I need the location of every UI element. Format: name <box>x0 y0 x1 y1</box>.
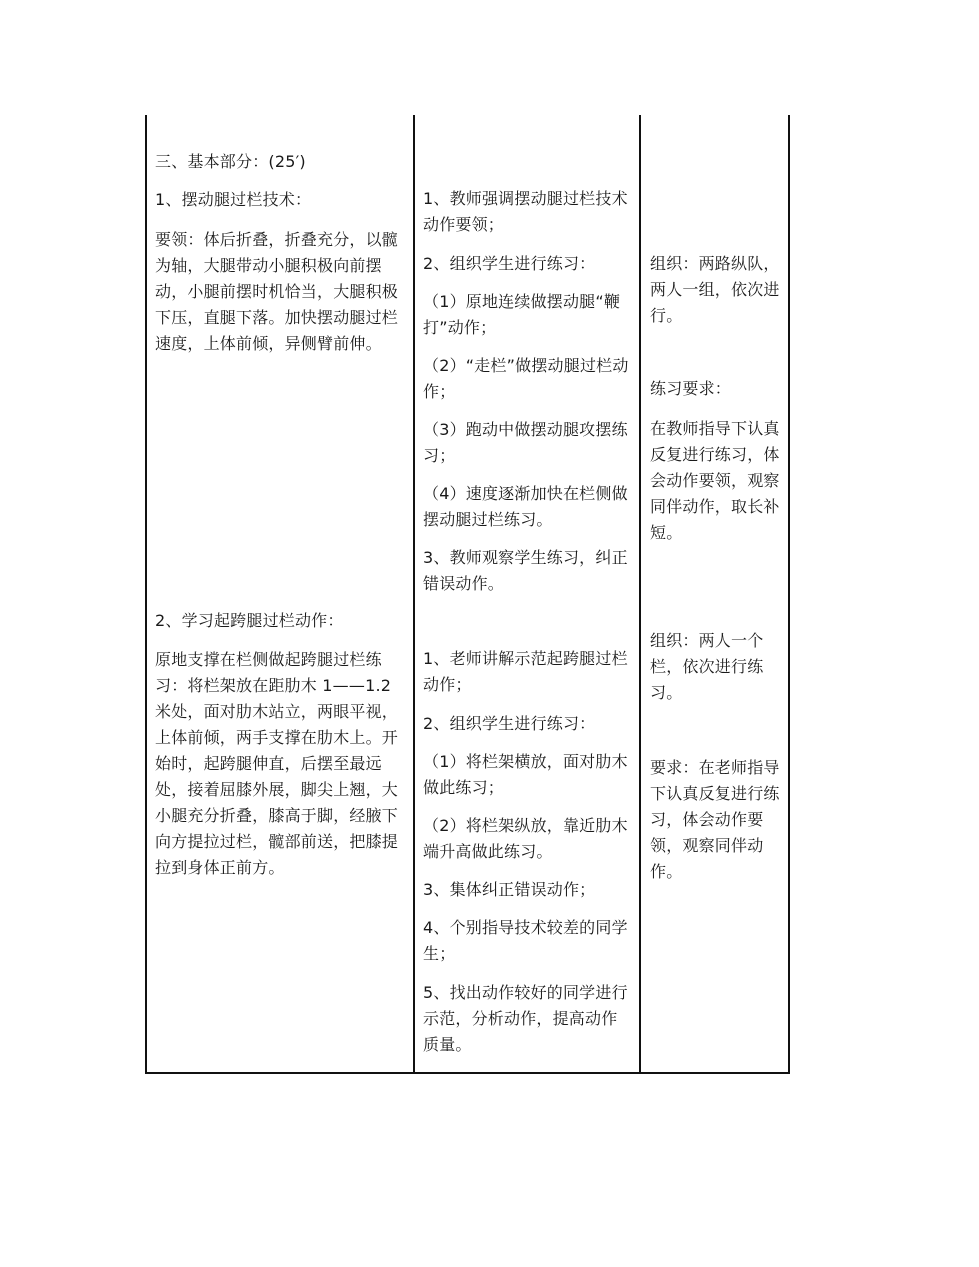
table-border-right <box>788 115 790 1074</box>
step-text: 3、集体纠正错误动作； <box>423 880 596 899</box>
item2-title: 2、学习起跨腿过栏动作： <box>155 611 344 630</box>
step-text: （1）原地连续做摆动腿“鞭打”动作； <box>423 292 621 337</box>
step-text: （1）将栏架横放，面对肋木做此练习； <box>423 752 628 797</box>
requirement-body: 在教师指导下认真反复进行练习，体会动作要领，观察同伴动作，取长补短。 <box>650 419 780 542</box>
step-text: （3）跑动中做摆动腿攻摆练习； <box>423 420 628 465</box>
step-text: 2、组织学生进行练习： <box>423 714 596 733</box>
section-title: 三、基本部分：(25′) <box>155 152 306 171</box>
table-divider-2 <box>639 115 641 1074</box>
requirement-body: 要求：在老师指导下认真反复进行练习，体会动作要领，观察同伴动作。 <box>650 758 780 881</box>
step-text: 1、教师强调摆动腿过栏技术动作要领； <box>423 189 628 234</box>
requirement-title: 练习要求： <box>650 379 732 398</box>
organization-note: 组织：两人一个栏，依次进行练习。 <box>650 631 764 702</box>
step-text: 3、教师观察学生练习，纠正错误动作。 <box>423 548 628 593</box>
step-text: （2）将栏架纵放，靠近肋木端升高做此练习。 <box>423 816 628 861</box>
step-text: 1、老师讲解示范起跨腿过栏动作； <box>423 649 628 694</box>
step-text: 2、组织学生进行练习： <box>423 254 596 273</box>
table-border-bottom <box>145 1072 790 1074</box>
step-text: 5、找出动作较好的同学进行示范，分析动作，提高动作质量。 <box>423 983 628 1054</box>
organization-note: 组织：两路纵队，两人一组，依次进行。 <box>650 254 780 325</box>
table-border-left <box>145 115 147 1074</box>
item1-body: 要领：体后折叠，折叠充分，以髋为轴，大腿带动小腿积极向前摆动，小腿前摆时机恰当，大腿积极下压，直腿下落。加快摆动腿过栏速度，上体前倾，异侧臂前伸。 <box>155 230 399 353</box>
step-text: （2）“走栏”做摆动腿过栏动作； <box>423 356 629 401</box>
item1-title: 1、摆动腿过栏技术： <box>155 190 312 209</box>
item2-body: 原地支撑在栏侧做起跨腿过栏练习：将栏架放在距肋木 1——1.2 米处，面对肋木站立，两眼平视，上体前倾，两手支撑在肋木上。开始时，起跨腿伸直，后摆至最远处，接着屈膝外展，脚尖上翘，大小腿充分折叠，膝高于脚，经腋下向方提拉过栏，髋部前送，把膝提拉到身体正前方。 <box>155 650 399 877</box>
table-divider-1 <box>413 115 415 1074</box>
step-text: 4、个别指导技术较差的同学生； <box>423 918 628 963</box>
step-text: （4）速度逐渐加快在栏侧做摆动腿过栏练习。 <box>423 484 628 529</box>
